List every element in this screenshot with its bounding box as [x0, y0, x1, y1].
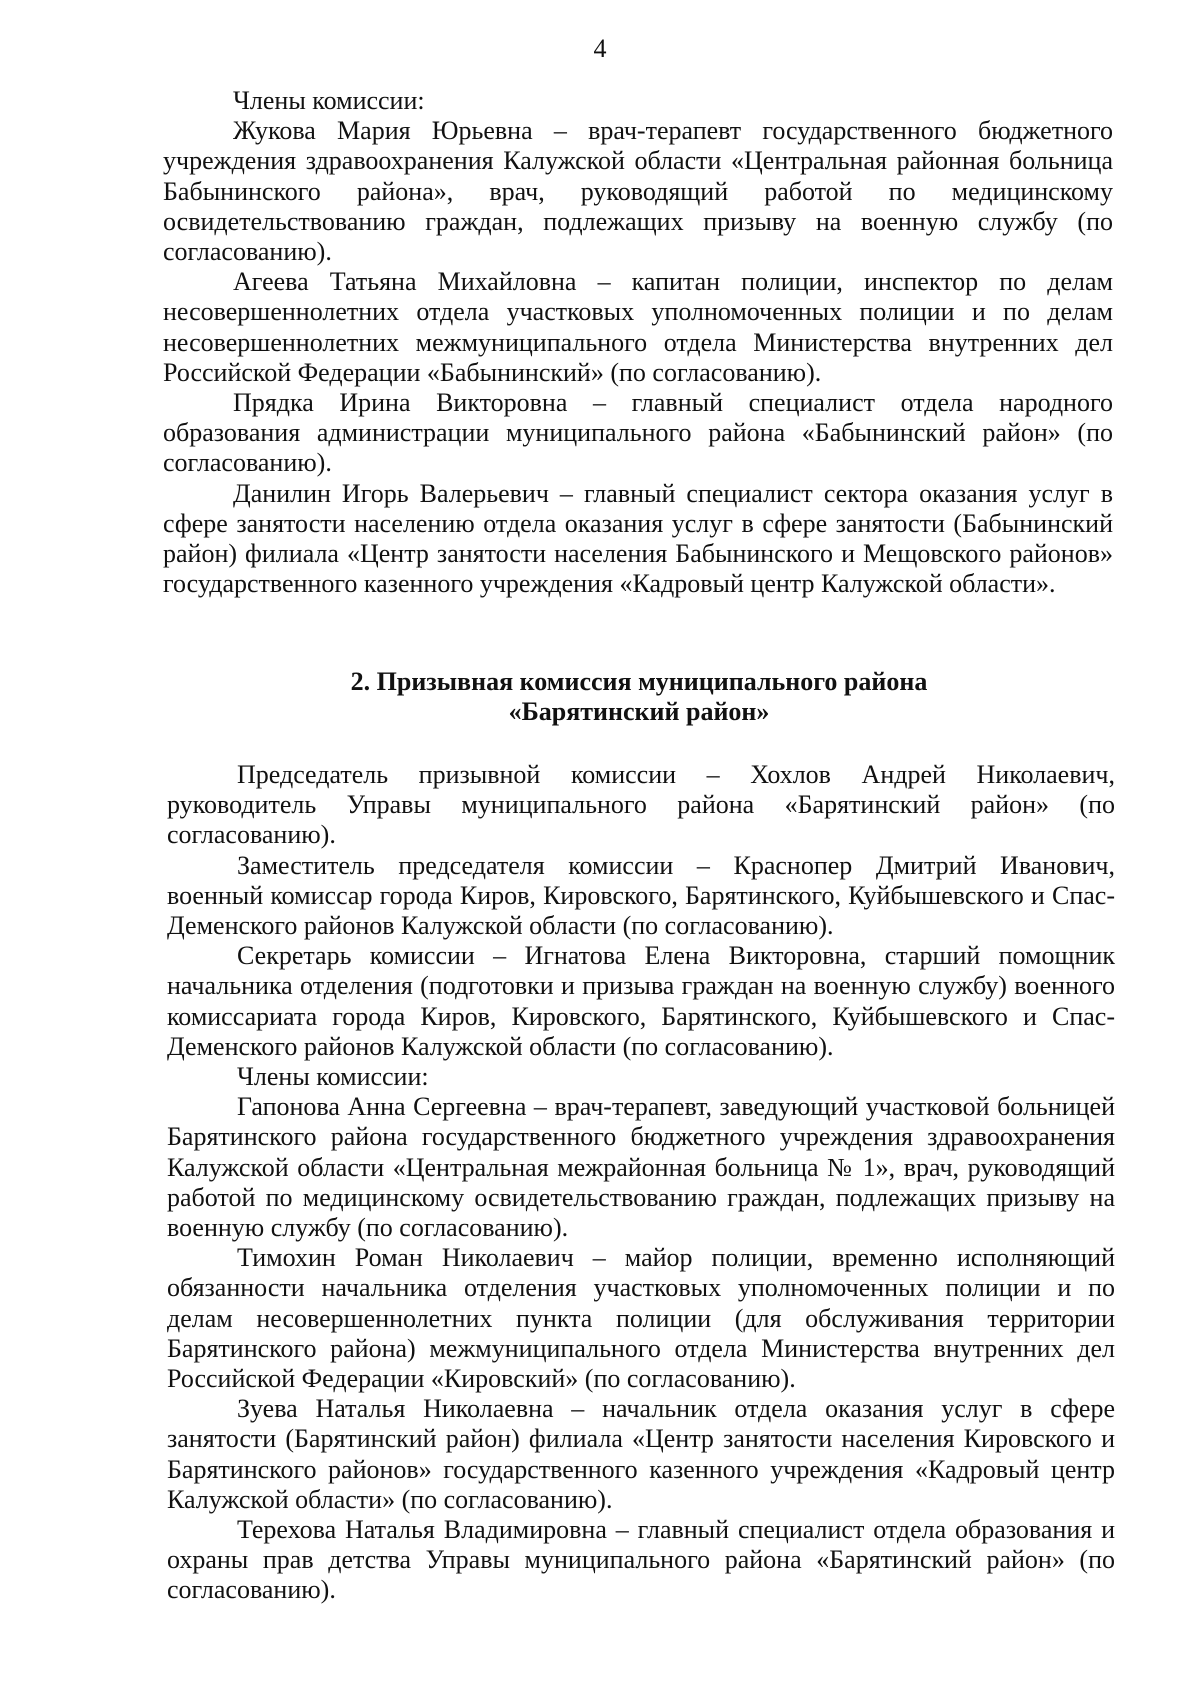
section-1-members: [163, 86, 1113, 599]
members-label: Члены комиссии:: [237, 1062, 429, 1092]
page-number: 4: [593, 34, 607, 63]
section-2-body: [167, 760, 1115, 1606]
member-paragraph: Гапонова Анна Сергеевна – врач-терапевт, заведующий участковой больницей Барятинского района государственного бюджетного учреждения здравоохранения Калужской области «Центральная межрайонная больница № 1», врач, руководящий работой по медицинскому освидетельствованию граждан, подлежащих призыву на военную службу (по согласованию).: [167, 1092, 1115, 1243]
members-label: Члены комиссии:: [233, 86, 425, 115]
member-paragraph: Данилин Игорь Валерьевич – главный специалист сектора оказания услуг в сфере занятости населению отдела оказания услуг в сфере занятости (Бабынинский район) филиала «Центр занятости населения Бабынинского и Мещовского районов» государственного казенного учреждения «Кадровый центр Калужской области».: [163, 478, 1113, 599]
member-paragraph: Прядка Ирина Викторовна – главный специалист отдела народного образования администрации муниципального района «Бабынинский район» (по согласованию).: [163, 388, 1113, 478]
section-2-heading: [163, 667, 1115, 727]
heading-line-1: 2. Призывная комиссия муниципального района: [350, 667, 928, 696]
secretary-paragraph: Секретарь комиссии – Игнатова Елена Викторовна, старший помощник начальника отделения (подготовки и призыва граждан на военную службу) военного комиссариата города Киров, Кировского, Барятинского, Куйбышевского и Спас-Деменского районов Калужской области (по согласованию).: [167, 941, 1115, 1061]
member-paragraph: Зуева Наталья Николаевна – начальник отдела оказания услуг в сфере занятости (Барятинский район) филиала «Центр занятости населения Кировского и Барятинского районов» государственного казенного учреждения «Кадровый центр Калужской области» (по согласованию).: [167, 1394, 1115, 1514]
member-paragraph: Терехова Наталья Владимировна – главный специалист отдела образования и охраны прав детства Управы муниципального района «Барятинский район» (по согласованию).: [167, 1515, 1115, 1605]
heading-line-2: «Барятинский район»: [508, 697, 770, 726]
deputy-paragraph: Заместитель председателя комиссии – Краснопер Дмитрий Иванович, военный комиссар города Киров, Кировского, Барятинского, Куйбышевского и Спас-Деменского районов Калужской области (по согласованию).: [167, 850, 1115, 941]
member-paragraph: Агеева Татьяна Михайловна – капитан полиции, инспектор по делам несовершеннолетних отдела участковых уполномоченных полиции и по делам несовершеннолетних межмуниципального отдела Министерства внутренних дел Российской Федерации «Бабынинский» (по согласованию).: [163, 267, 1113, 387]
member-paragraph: Жукова Мария Юрьевна – врач-терапевт государственного бюджетного учреждения здравоохранения Калужской области «Центральная районная больница Бабынинского района», врач, руководящий работой по медицинскому освидетельствованию граждан, подлежащих призыву на военную службу (по согласованию).: [163, 116, 1113, 267]
chairman-paragraph: Председатель призывной комиссии – Хохлов Андрей Николаевич, руководитель Управы муниципального района «Барятинский район» (по согласованию).: [167, 760, 1115, 850]
member-paragraph: Тимохин Роман Николаевич – майор полиции, временно исполняющий обязанности начальника отделения участковых уполномоченных полиции и по делам несовершеннолетних пункта полиции (для обслуживания территории Барятинского района) межмуниципального отдела Министерства внутренних дел Российской Федерации «Кировский» (по согласованию).: [167, 1243, 1115, 1394]
